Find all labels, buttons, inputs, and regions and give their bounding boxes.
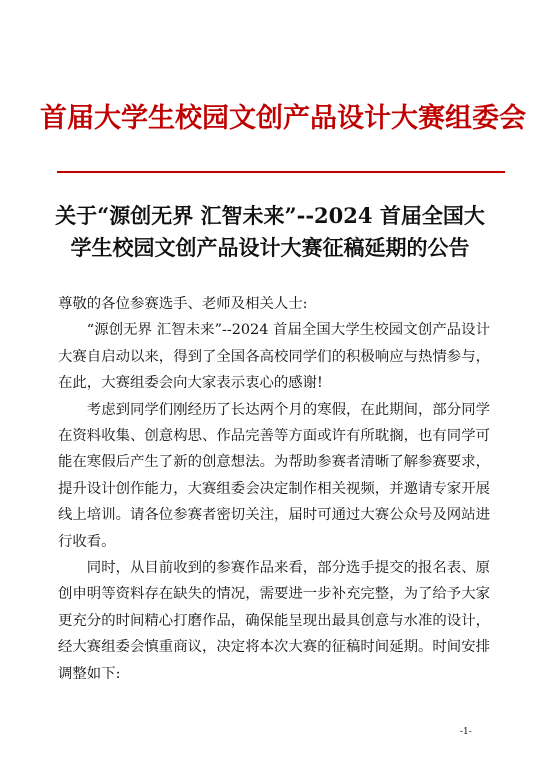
organizer-header: 首届大学生校园文创产品设计大赛组委会 <box>40 103 526 134</box>
paragraph-training: 考虑到同学们刚经历了长达两个月的寒假，在此期间，部分同学在资料收集、创意构思、作品完善等方面或许有所耽搁，也有同学可能在寒假后产生了新的创意想法。为帮助参赛者清晰了解参赛要求，提升设计创作能力，大赛组委会决定制作相关视频，并邀请专家开展线上培训。请各位参赛者密切关注，届时可通过大赛公众号及网站进行收看。 <box>58 401 490 550</box>
document-title <box>40 200 500 264</box>
page-number: -1- <box>460 727 472 737</box>
paragraph-intro: “源创无界 汇智未来”--2024 首届全国大学生校园文创产品设计大赛自启动以来，得到了全国各高校同学们的积极响应与热情参与，在此，大赛组委会向大家表示衷心的感谢! <box>58 322 490 392</box>
document-title-line-1: 关于“源创无界 汇智未来”--2024 首届全国大 <box>55 203 485 228</box>
paragraph-extension: 同时，从目前收到的参赛作品来看，部分选手提交的报名表、原创申明等资料存在缺失的情况，需要进一步补充完整，为了给予大家更充分的时间精心打磨作品，确保能呈现出最具创意与水准的设计，经大赛组委会慎重商议，决定将本次大赛的征稿时间延期。时间安排调整如下: <box>58 560 490 682</box>
document-body <box>58 291 490 687</box>
document-title-line-2: 学生校园文创产品设计大赛征稿延期的公告 <box>70 235 470 260</box>
header-red-rule <box>57 171 505 173</box>
salutation: 尊敬的各位参赛选手、老师及相关人士: <box>58 296 308 312</box>
